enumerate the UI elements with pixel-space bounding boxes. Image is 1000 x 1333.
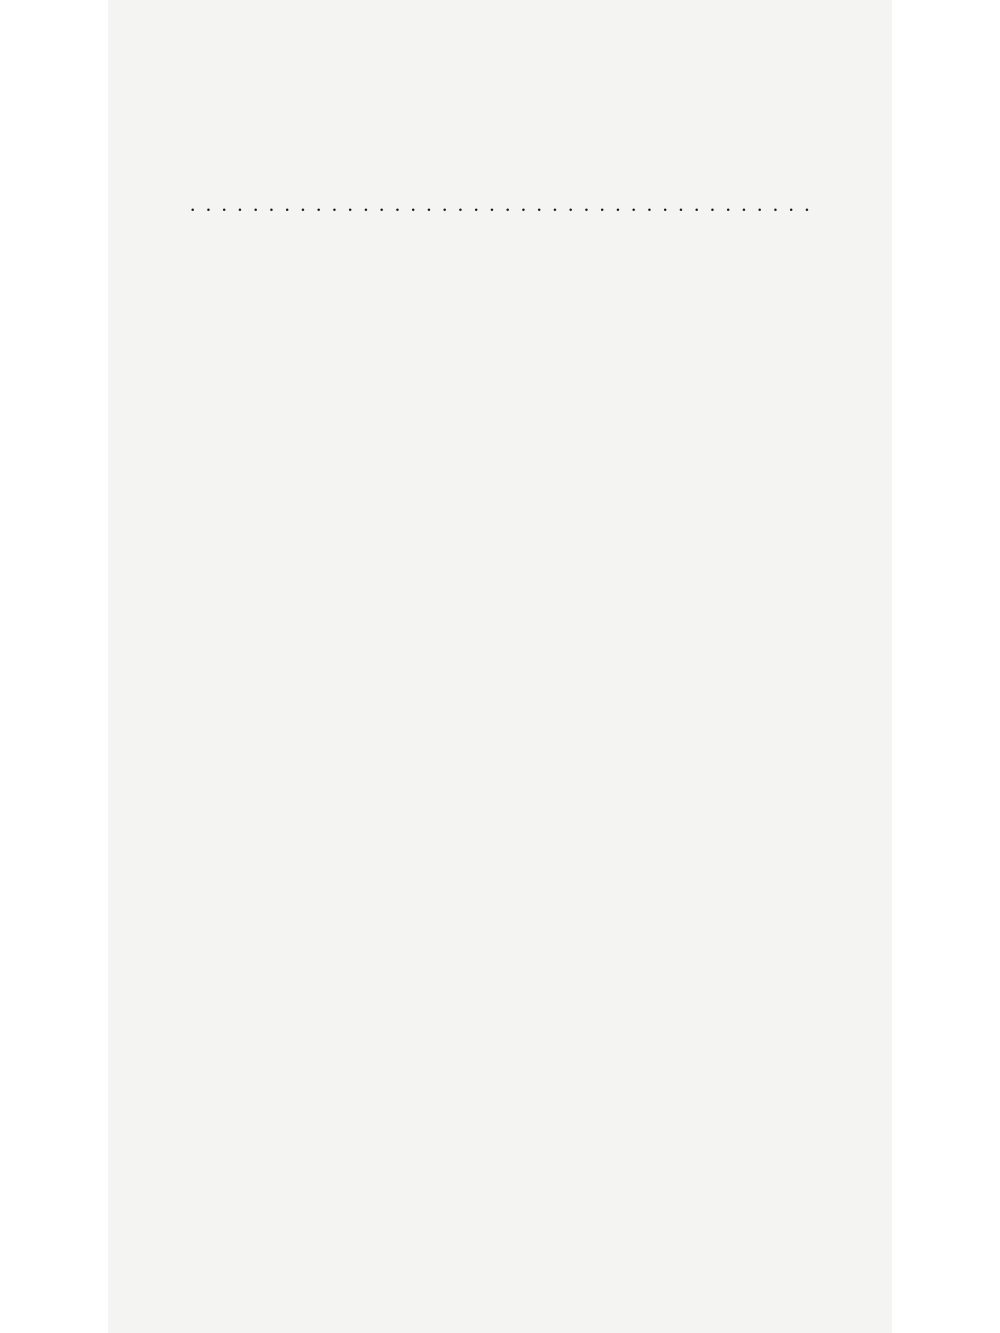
toc-entry-multiline (148, 190, 856, 246)
table-of-contents (148, 190, 856, 246)
dot-leader (190, 190, 856, 218)
